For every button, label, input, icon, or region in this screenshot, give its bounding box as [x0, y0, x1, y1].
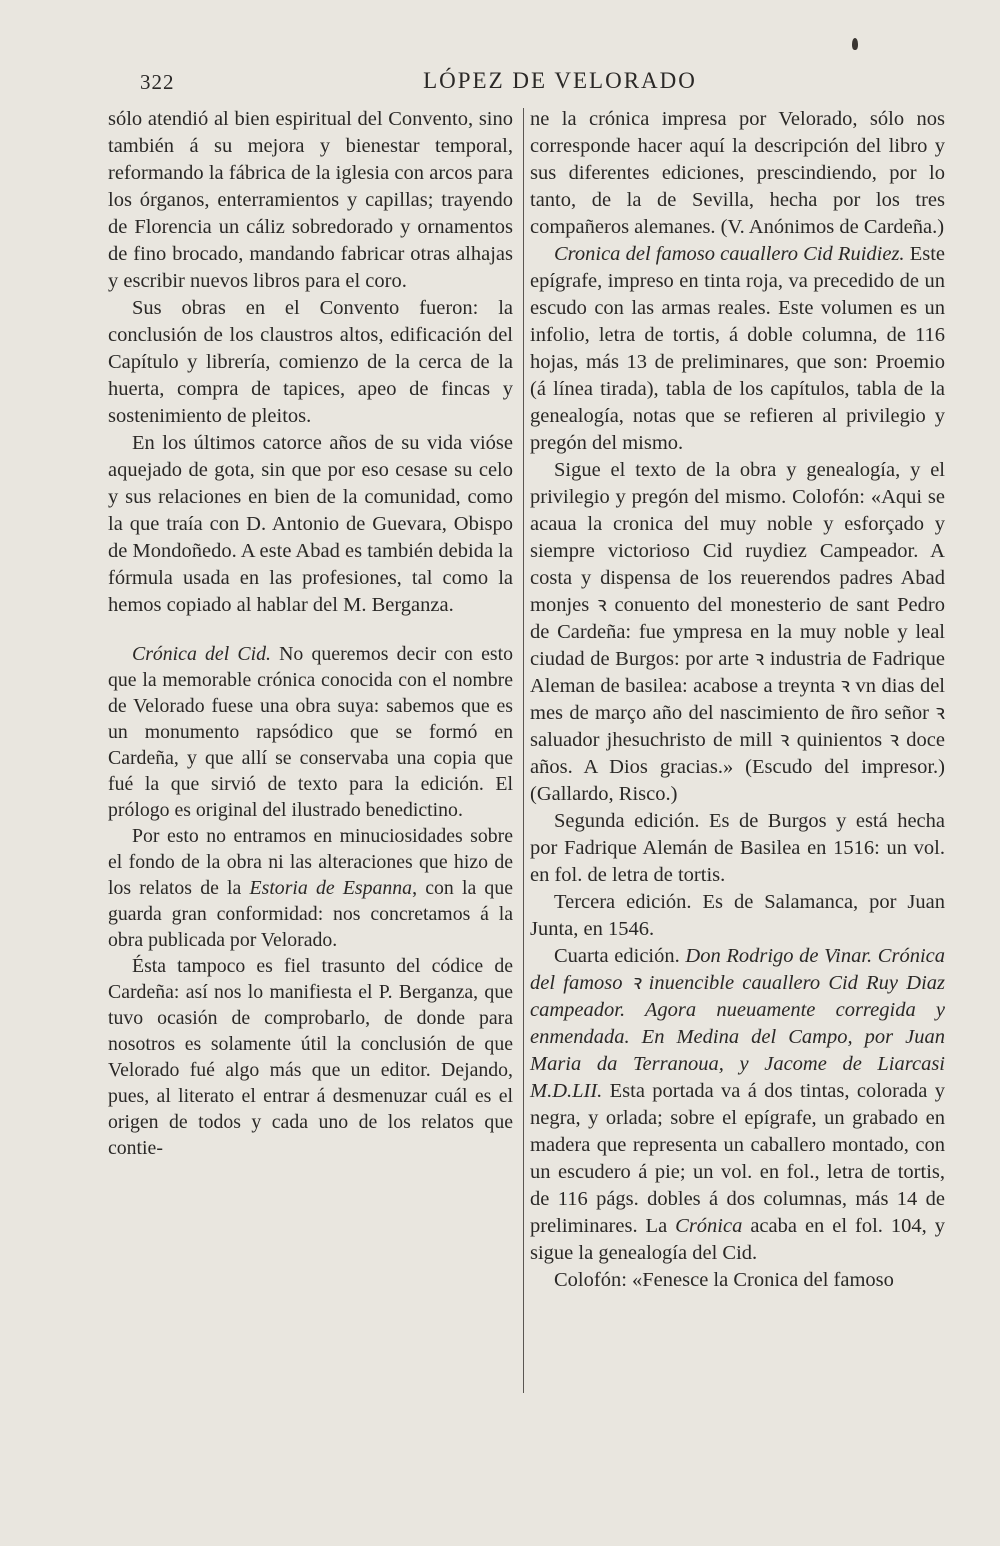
paragraph [530, 241, 945, 457]
paragraph: sólo atendió al bien espiritual del Convento, sino también á su mejora y bienestar temporal, reformando la fábrica de la iglesia con arcos para los órganos, enterramientos y capillas; trayendo de Florencia un cáliz sobredorado y ornamentos de fino brocado, mandando fabricar otras alhajas y escribir nuevos libros para el coro. [108, 108, 513, 292]
text-run: Este epígrafe, impreso en tinta roja, va precedido de un escudo con las armas reales. Este volumen es un infolio, letra de tortis, á doble columna, de 116 hojas, más 13 de preliminares, que son: Proemio (á línea tirada), tabla de los capítulos, tabla de la genealogía, notas que se refieren al privilegio y pregón del mismo. [530, 243, 946, 454]
italic-title: Cronica del famoso cauallero Cid Ruidiez. [554, 243, 905, 265]
page-number: 322 [140, 70, 175, 94]
paragraph [108, 823, 513, 953]
running-title: LÓPEZ DE VELORADO [423, 68, 697, 93]
paragraph: Tercera edición. Es de Salamanca, por Juan Junta, en 1546. [530, 891, 945, 940]
paragraph: Sigue el texto de la obra y genealogía, y el privilegio y pregón del mismo. Colofón: «Aqui se acaua la cronica del muy noble y esforçado y siempre victorioso Cid ruydiez Campeador. A costa y dispensa de los reuerendos padres Abad monjes ꝛ conuento del monesterio de sant Pedro de Cardeña: fue ympresa en la muy noble y leal ciudad de Burgos: por arte ꝛ industria de Fadrique Aleman de basilea: acabose a treynta ꝛ vn dias del mes de março año del nascimiento de ñro señor ꝛ saluador jhesuchristo de mill ꝛ quinientos ꝛ doce años. A Dios gracias.» (Escudo del impresor.) (Gallardo, Risco.) [530, 459, 945, 805]
paragraph: ne la crónica impresa por Velorado, sólo nos corresponde hacer aquí la descripción del libro y sus diferentes ediciones, prescindiendo, por lo tanto, de la de Sevilla, hecha por los tres compañeros alemanes. (V. Anónimos de Cardeña.) [530, 108, 945, 238]
ink-mark [852, 38, 858, 50]
right-column [530, 106, 945, 1294]
paragraph: En los últimos catorce años de su vida vióse aquejado de gota, sin que por eso cesase su celo y sus relaciones en bien de la comunidad, como la que traía con D. Antonio de Guevara, Obispo de Mondoñedo. A este Abad es también debida la fórmula usada en las profesiones, tal como la hemos copiado al hablar del M. Berganza. [108, 432, 513, 616]
paragraph [108, 641, 513, 823]
text-run: No queremos decir con esto que la memorable crónica conocida con el nombre de Velorado fuese una obra suya: sabemos que es un monumento rapsódico que se formó en Cardeña, y que allí se conservaba una copia que fué la que sirvió de texto para la edición. El prólogo es original del ilustrado benedictino. [108, 643, 513, 821]
paragraph: Sus obras en el Convento fueron: la conclusión de los claustros altos, edificación del Capítulo y librería, comienzo de la cerca de la huerta, compra de tapices, apeo de fincas y sostenimiento de pleitos. [108, 297, 513, 427]
text-run: Por esto no entramos en minuciosidades sobre el fondo de la obra ni las alteraciones que hizo de los relatos de la [108, 825, 513, 899]
paragraph [530, 943, 945, 1267]
italic-title: Crónica [675, 1215, 743, 1237]
italic-title: Don Rodrigo de Vinar. Crónica del famoso ꝛ inuencible cauallero Cid Ruy Diaz campeador. Agora nueuamente corregida y enmendada. En Medina del Campo, por Juan Maria da Terranoua, y Jacome de Liarcasi M.D.LII. [530, 945, 946, 1102]
running-header [140, 64, 920, 104]
text-run: Esta portada va á dos tintas, colorada y negra, y orlada; sobre el epígrafe, un grabado en madera que representa un caballero montado, con un escudero á pie; un vol. en fol., letra de tortis, de 116 págs. dobles á dos columnas, más 14 de preliminares. La [530, 1080, 945, 1237]
left-column [108, 106, 513, 1161]
paragraph: Ésta tampoco es fiel trasunto del códice de Cardeña: así nos lo manifiesta el P. Berganza, que tuvo ocasión de comprobarlo, de donde para nosotros es solamente útil la conclusión de que Velorado fué algo más que un editor. Dejando, pues, al literato el entrar á desmenuzar cuál es el origen de todos y cada uno de los relatos que contie- [108, 955, 513, 1159]
text-run: acaba en el fol. 104, y sigue la genealogía del Cid. [530, 1215, 945, 1264]
paragraph: Segunda edición. Es de Burgos y está hecha por Fadrique Alemán de Basilea en 1516: un vol. en fol. de letra de tortis. [530, 810, 945, 886]
paragraph: Colofón: «Fenesce la Cronica del famoso [554, 1269, 894, 1291]
column-divider [523, 108, 524, 1393]
text-run: , con la que guarda gran conformidad: nos concretamos á la obra publicada por Velorado. [108, 877, 513, 951]
text-block [108, 823, 513, 1161]
text-run: Cuarta edición. [554, 945, 686, 967]
section-title: Crónica del Cid. [132, 643, 271, 665]
italic-title: Estoria de Espanna [249, 877, 413, 899]
